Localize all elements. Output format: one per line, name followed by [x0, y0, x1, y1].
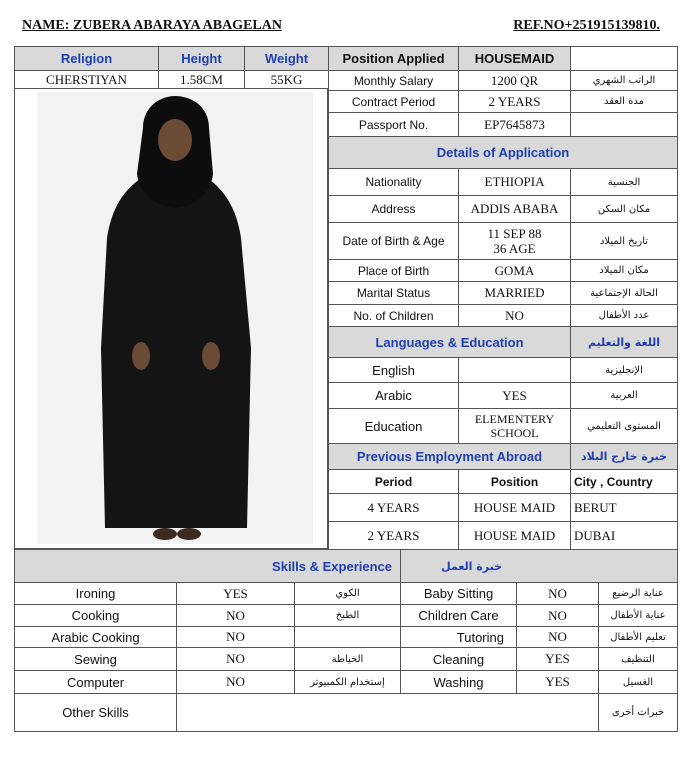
cleaning-label: Cleaning [401, 648, 517, 671]
reference-number: REF.NO+251915139810. [513, 18, 660, 33]
cooking-value: NO [177, 605, 295, 627]
employment-table [328, 443, 678, 550]
children-label: No. of Children [329, 305, 459, 327]
table-row [15, 605, 678, 627]
cooking-arabic: الطبخ [295, 605, 401, 627]
children-care-label: Children Care [401, 605, 517, 627]
tutoring-label: Tutoring [401, 627, 517, 648]
address-value: ADDIS ABABA [459, 196, 571, 223]
employment-title: Previous Employment Abroad [329, 444, 571, 470]
other-skills-arabic: خبرات أخرى [599, 694, 678, 732]
tutoring-arabic: تعليم الأطفال [599, 627, 678, 648]
washing-arabic: الغسيل [599, 671, 678, 694]
ironing-label: Ironing [15, 583, 177, 605]
arabic-language-value: YES [459, 383, 571, 409]
marital-label: Marital Status [329, 282, 459, 305]
arabic-language-arabic: العربية [571, 383, 678, 409]
contract-period-value: 2 YEARS [459, 91, 571, 113]
table-row [329, 522, 678, 550]
sewing-value: NO [177, 648, 295, 671]
children-arabic: عدد الأطفال [571, 305, 678, 327]
cleaning-value: YES [517, 648, 599, 671]
computer-value: NO [177, 671, 295, 694]
contract-period-arabic: مدة العقد [571, 91, 678, 113]
nationality-arabic: الجنسية [571, 169, 678, 196]
position-cell: HOUSE MAID [459, 522, 571, 550]
marital-arabic: الحالة الإجتماعية [571, 282, 678, 305]
contract-period-label: Contract Period [329, 91, 459, 113]
arabic-cooking-arabic [295, 627, 401, 648]
cleaning-arabic: التنظيف [599, 648, 678, 671]
languages-title: Languages & Education [329, 327, 571, 358]
skills-arabic-title: خبرة العمل [401, 550, 678, 583]
english-label: English [329, 358, 459, 383]
ironing-value: YES [177, 583, 295, 605]
languages-table [328, 326, 678, 444]
period-header: Period [329, 470, 459, 494]
dob-value: 11 SEP 88 [487, 226, 542, 241]
position-value: HOUSEMAID [459, 47, 571, 71]
table-row [15, 671, 678, 694]
children-care-value: NO [517, 605, 599, 627]
education-value: ELEMENTERY SCHOOL [459, 409, 571, 444]
birthplace-arabic: مكان الميلاد [571, 260, 678, 282]
table-row [329, 494, 678, 522]
table-row [15, 648, 678, 671]
tutoring-value: NO [517, 627, 599, 648]
candidate-name: NAME: ZUBERA ABARAYA ABAGELAN [22, 18, 282, 33]
weight-label: Weight [245, 47, 329, 71]
salary-label: Monthly Salary [329, 71, 459, 91]
details-title: Details of Application [329, 137, 678, 169]
photo-frame [14, 88, 328, 549]
ironing-arabic: الكوي [295, 583, 401, 605]
baby-sitting-label: Baby Sitting [401, 583, 517, 605]
details-table [328, 136, 678, 327]
other-skills-label: Other Skills [15, 694, 177, 732]
salary-arabic: الراتب الشهري [571, 71, 678, 91]
arabic-cooking-value: NO [177, 627, 295, 648]
washing-value: YES [517, 671, 599, 694]
skills-title: Skills & Experience [15, 550, 401, 583]
dob-label: Date of Birth & Age [329, 223, 459, 260]
height-label: Height [159, 47, 245, 71]
weight-value: 55KG [245, 71, 329, 89]
birthplace-label: Place of Birth [329, 260, 459, 282]
children-value: NO [459, 305, 571, 327]
personal-stats-table [14, 46, 329, 89]
cooking-label: Cooking [15, 605, 177, 627]
period-cell: 4 YEARS [329, 494, 459, 522]
employment-arabic-title: خبرة خارج البلاد [571, 444, 678, 470]
nationality-value: ETHIOPIA [459, 169, 571, 196]
position-blank [571, 47, 678, 71]
passport-arabic [571, 113, 678, 137]
religion-value: CHERSTIYAN [15, 71, 159, 89]
period-cell: 2 YEARS [329, 522, 459, 550]
salary-value: 1200 QR [459, 71, 571, 91]
nationality-label: Nationality [329, 169, 459, 196]
city-cell: BERUT [571, 494, 678, 522]
position-header: Position [459, 470, 571, 494]
skills-table [14, 549, 678, 732]
table-row [15, 627, 678, 648]
candidate-photo [15, 88, 327, 548]
education-label: Education [329, 409, 459, 444]
languages-arabic-title: اللغة والتعليم [571, 327, 678, 358]
other-skills-value [177, 694, 599, 732]
computer-label: Computer [15, 671, 177, 694]
baby-sitting-value: NO [517, 583, 599, 605]
passport-label: Passport No. [329, 113, 459, 137]
age-value: 36 AGE [493, 241, 536, 256]
address-arabic: مكان السكن [571, 196, 678, 223]
english-value [459, 358, 571, 383]
children-care-arabic: عناية الأطفال [599, 605, 678, 627]
table-row [15, 583, 678, 605]
baby-sitting-arabic: عناية الرضيع [599, 583, 678, 605]
sewing-label: Sewing [15, 648, 177, 671]
marital-value: MARRIED [459, 282, 571, 305]
english-arabic: الإنجليزية [571, 358, 678, 383]
washing-label: Washing [401, 671, 517, 694]
arabic-cooking-label: Arabic Cooking [15, 627, 177, 648]
position-cell: HOUSE MAID [459, 494, 571, 522]
city-cell: DUBAI [571, 522, 678, 550]
computer-arabic: إستخدام الكمبيوتر [295, 671, 401, 694]
education-arabic: المستوى التعليمي [571, 409, 678, 444]
dob-arabic: تاريخ الميلاد [571, 223, 678, 260]
city-header: City , Country [571, 470, 678, 494]
passport-value: EP7645873 [459, 113, 571, 137]
height-value: 1.58CM [159, 71, 245, 89]
address-label: Address [329, 196, 459, 223]
arabic-language-label: Arabic [329, 383, 459, 409]
position-label: Position Applied [329, 47, 459, 71]
religion-label: Religion [15, 47, 159, 71]
sewing-arabic: الخياطة [295, 648, 401, 671]
birthplace-value: GOMA [459, 260, 571, 282]
contract-table [328, 46, 678, 137]
